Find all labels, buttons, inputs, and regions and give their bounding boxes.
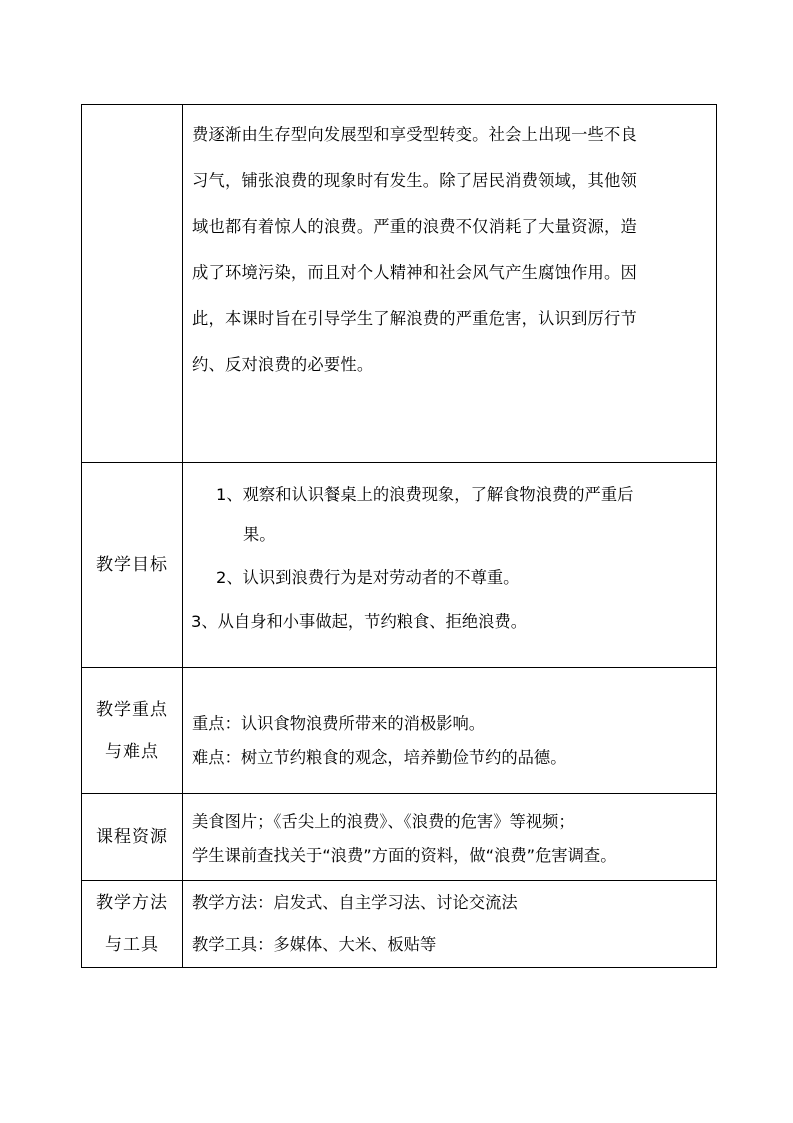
resources-row	[82, 794, 717, 881]
key-points-content-cell	[183, 668, 717, 794]
background-line: 习气，铺张浪费的现象时有发生。除了居民消费领域，其他领	[192, 171, 637, 190]
teaching-tools-text: 教学工具：多媒体、大米、板贴等	[192, 935, 437, 954]
background-line: 费逐渐由生存型向发展型和享受型转变。社会上出现一些不良	[192, 125, 637, 144]
background-line: 约、反对浪费的必要性。	[192, 355, 374, 374]
resources-line-1: 美食图片；《舌尖上的浪费》、《浪费的危害》等视频；	[192, 812, 575, 831]
background-row	[82, 105, 717, 463]
methods-label-line1: 教学方法	[96, 893, 168, 913]
goals-content-cell	[183, 463, 717, 668]
background-line: 域也都有着惊人的浪费。严重的浪费不仅消耗了大量资源，造	[192, 217, 637, 236]
background-content-cell	[183, 105, 717, 463]
background-paragraph	[183, 105, 716, 388]
key-points-row	[82, 668, 717, 794]
resources-line-2: 学生课前查找关于“浪费”方面的资料，做“浪费”危害调查。	[192, 846, 617, 865]
goal-item-2: 2、认识到浪费行为是对劳动者的不尊重。	[216, 568, 520, 587]
lesson-plan-table	[81, 104, 717, 968]
background-line: 成了环境污染，而且对个人精神和社会风气产生腐蚀作用。因	[192, 263, 637, 282]
goal-item-1: 1、观察和认识餐桌上的浪费现象，了解食物浪费的严重后	[216, 485, 634, 504]
key-points-label-line2: 与难点	[105, 741, 159, 762]
goal-item-3: 3、从自身和小事做起，节约粮食、拒绝浪费。	[191, 612, 527, 631]
teaching-method-text: 教学方法：启发式、自主学习法、讨论交流法	[192, 893, 518, 912]
goals-label: 教学目标	[82, 463, 183, 668]
background-label-cell	[82, 105, 183, 463]
methods-label	[82, 881, 183, 968]
key-points-label	[82, 668, 183, 794]
difficulty-text: 难点：树立节约粮食的观念，培养勤俭节约的品德。	[192, 747, 567, 767]
methods-row	[82, 881, 717, 968]
goals-row	[82, 463, 717, 668]
goal-item-1-continued: 果。	[243, 525, 276, 544]
methods-label-line2: 与工具	[105, 935, 159, 955]
resources-content-cell	[183, 794, 717, 881]
key-point-text: 重点：认识食物浪费所带来的消极影响。	[192, 713, 486, 733]
resources-label: 课程资源	[82, 794, 183, 881]
key-points-label-line1: 教学重点	[96, 699, 168, 720]
background-line: 此，本课时旨在引导学生了解浪费的严重危害，认识到厉行节	[192, 309, 637, 328]
methods-content-cell	[183, 881, 717, 968]
